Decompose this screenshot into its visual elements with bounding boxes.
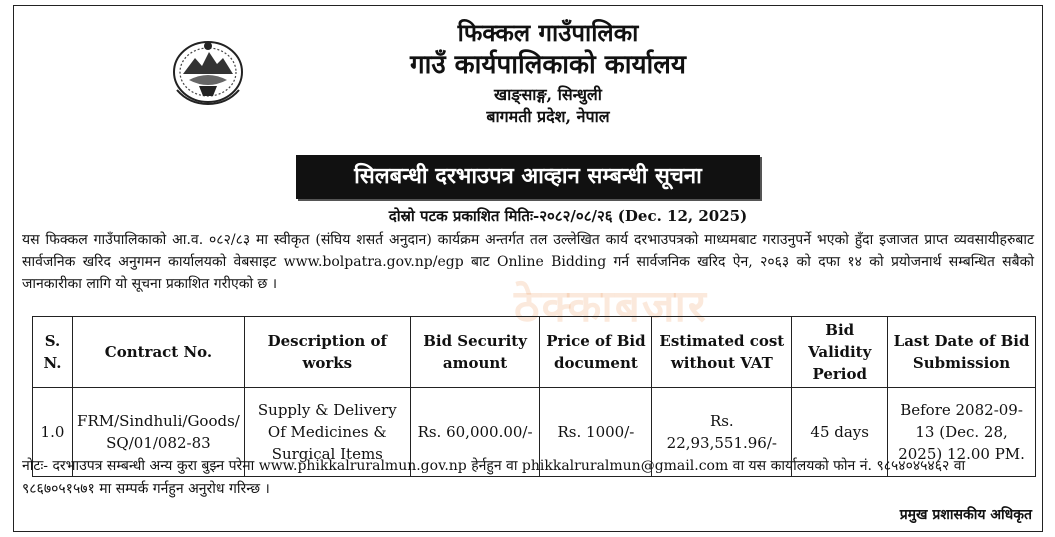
- table-header-row: [33, 317, 1036, 388]
- cell-contract: FRM/Sindhuli/Goods/ SQ/01/082-83: [72, 388, 244, 477]
- col-header-price: Price of Bid document: [540, 317, 652, 388]
- bid-table: [32, 316, 1036, 477]
- cell-validity: 45 days: [792, 388, 888, 477]
- col-header-last-date: Last Date of Bid Submission: [888, 317, 1036, 388]
- col-header-validity: Bid Validity Period: [792, 317, 888, 388]
- cell-price: Rs. 1000/-: [540, 388, 652, 477]
- cell-cost: Rs. 22,93,551.96/-: [652, 388, 792, 477]
- notice-page: [13, 5, 1043, 532]
- col-header-security: Bid Security amount: [410, 317, 540, 388]
- contact-note: नोटः- दरभाउपत्र सम्बन्धी अन्य कुरा बुझ्न परेमा www.phikkalruralmun.gov.np हेर्नहुन वा phikkalruralmun@gmail.com वा यस कार्यालयको फोन नं. ९८५४०४५४६२ वा ९८६७०५१५७१ मा सम्पर्क गर्नहुन अनुरोध गरिन्छ ।: [22, 458, 966, 497]
- notice-title-banner: सिलबन्धी दरभाउपत्र आव्हान सम्बन्धी सूचना: [296, 155, 760, 199]
- cell-sn: 1.0: [33, 388, 73, 477]
- col-header-sn: S. N.: [33, 317, 73, 388]
- cell-description: Supply & Delivery Of Medicines & Surgical Items: [244, 388, 410, 477]
- office-name: गाउँ कार्यपालिकाको कार्यालय: [410, 50, 686, 80]
- cell-last-date: Before 2082-09-13 (Dec. 28, 2025) 12.00 PM.: [888, 388, 1036, 477]
- intro-paragraph: यस फिक्कल गाउँपालिकाको आ.व. ०८२/८३ मा स्वीकृत (संघिय शसर्त अनुदान) कार्यक्रम अन्तर्गत तल उल्लेखित कार्य दरभाउपत्रको माध्यमबाट गराउनुपर्ने भएको हुँदा इजाजत प्राप्त व्यवसायीहरुबाट सार्वजनिक खरिद अनुगमन कार्यालयको वेबसाइट www.bolpatra.gov.np/egp बाट Online Bidding गर्न सार्वजनिक खरिद ऐन, २०६३ को दफा १४ को प्रयोजनार्थ सम्बन्धित सबैको जानकारीका लागि यो सूचना प्रकाशित गरीएको छ ।: [22, 232, 1034, 292]
- col-header-description: Description of works: [244, 317, 410, 388]
- province-country: बागमती प्रदेश, नेपाल: [486, 107, 610, 126]
- col-header-contract: Contract No.: [72, 317, 244, 388]
- office-location: खाङ्साङ्ग, सिन्धुली: [494, 85, 602, 104]
- office-header: [14, 18, 1042, 128]
- col-header-cost: Estimated cost without VAT: [652, 317, 792, 388]
- publication-date: दोस्रो पटक प्रकाशित मितिः-२०८२/०८/२६ (Dec. 12, 2025): [388, 207, 748, 225]
- watermark: ठेक्काबजार: [514, 281, 708, 332]
- signatory-title: प्रमुख प्रशासकीय अधिकृत: [899, 507, 1032, 523]
- municipality-name: फिक्कल गाउँपालिका: [457, 18, 639, 47]
- cell-security: Rs. 60,000.00/-: [410, 388, 540, 477]
